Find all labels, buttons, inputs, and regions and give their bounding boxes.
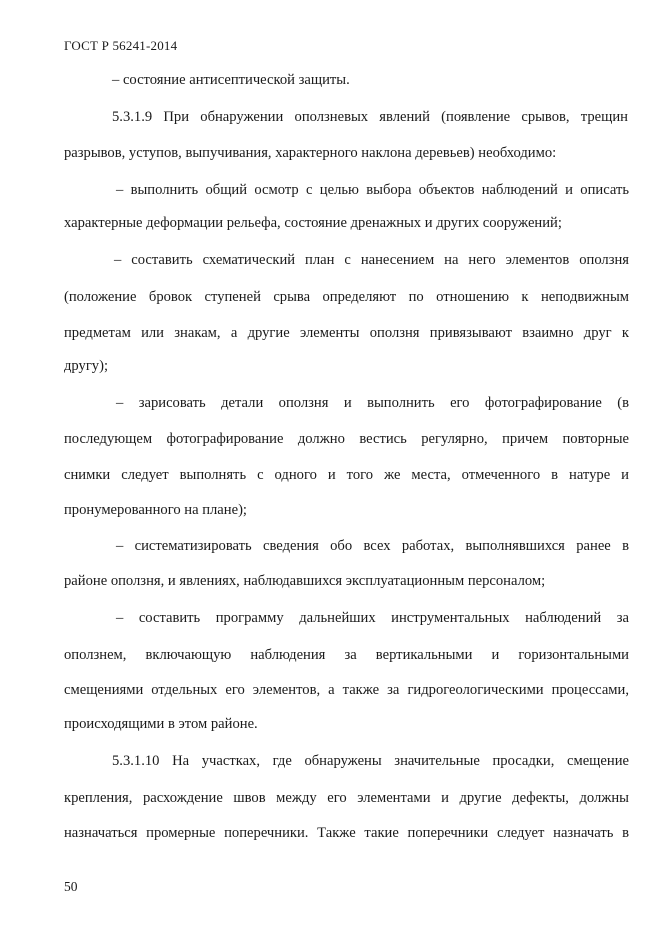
text-line: предметам или знакам, а другие элементы оползня привязывают взаимно друг к bbox=[64, 325, 629, 341]
document-header: ГОСТ Р 56241-2014 bbox=[64, 38, 178, 53]
text-line: – составить программу дальнейших инструментальных наблюдений за bbox=[116, 610, 629, 626]
text-line: последующем фотографирование должно вестись регулярно, причем повторные bbox=[64, 431, 629, 447]
text-line: характерные деформации рельефа, состояние дренажных и других сооружений; bbox=[64, 215, 562, 231]
text-line: 5.3.1.9 При обнаружении оползневых явлений (появление срывов, трещин bbox=[112, 109, 628, 125]
page-number: 50 bbox=[64, 879, 78, 894]
text-line: районе оползня, и явлениях, наблюдавшихся эксплуатационным персоналом; bbox=[64, 573, 546, 589]
text-line: – выполнить общий осмотр с целью выбора объектов наблюдений и описать bbox=[116, 182, 629, 198]
text-line: (положение бровок ступеней срыва определяют по отношению к неподвижным bbox=[64, 289, 629, 305]
text-line: назначаться промерные поперечники. Также такие поперечники следует назначать в bbox=[64, 825, 629, 841]
text-line: оползнем, включающую наблюдения за вертикальными и горизонтальными bbox=[64, 647, 629, 663]
text-line: 5.3.1.10 На участках, где обнаружены значительные просадки, смещение bbox=[112, 753, 629, 769]
text-line: другу); bbox=[64, 358, 109, 374]
text-line: – систематизировать сведения обо всех работах, выполнявшихся ранее в bbox=[116, 538, 629, 554]
text-line: крепления, расхождение швов между его элементами и другие дефекты, должны bbox=[64, 790, 629, 806]
text-line: – составить схематический план с нанесением на него элементов оползня bbox=[114, 252, 629, 268]
text-line: – состояние антисептической защиты. bbox=[112, 72, 350, 88]
text-line: снимки следует выполнять с одного и того же места, отмеченного в натуре и bbox=[64, 467, 629, 483]
text-line: – зарисовать детали оползня и выполнить его фотографирование (в bbox=[116, 395, 629, 411]
text-line: происходящими в этом районе. bbox=[64, 716, 258, 732]
text-line: смещениями отдельных его элементов, а также за гидрогеологическими процессами, bbox=[64, 682, 629, 698]
text-line: разрывов, уступов, выпучивания, характерного наклона деревьев) необходимо: bbox=[64, 145, 557, 161]
text-line: пронумерованного на плане); bbox=[64, 502, 247, 518]
